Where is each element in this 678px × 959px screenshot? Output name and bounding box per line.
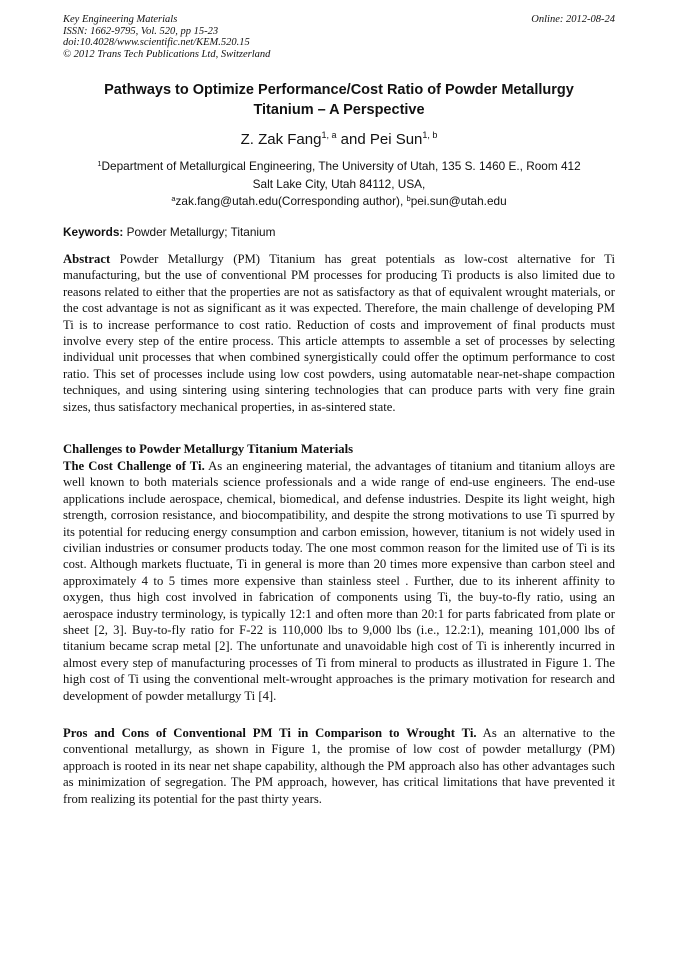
section-heading: Challenges to Powder Metallurgy Titanium Materials: [63, 442, 354, 456]
author-connector: and: [336, 131, 370, 148]
email-b: pei.sun@utah.edu: [410, 194, 507, 208]
pros-cons-label: Pros and Cons of Conventional PM Ti in Comparison to Wrought Ti.: [63, 726, 477, 740]
journal-name: Key Engineering Materials: [63, 14, 178, 25]
title-line-2: Titanium – A Perspective: [253, 102, 425, 118]
email-a: zak.fang@utah.edu(Corresponding author),: [175, 194, 407, 208]
keywords-label: Keywords:: [63, 225, 124, 239]
email-b-mark: b: [406, 194, 411, 203]
paper-title: [63, 80, 615, 120]
abstract-text: Powder Metallurgy (PM) Titanium has great potentials as low-cost alternative for Ti manufacturing, but the use of conventional PM processes for producing Ti products is also limited due to reasons related to either that the properties are not as satisfactory as that of equivalent wrought materials, or the cost advantage is not as significant as it was expected. Therefore, the main challenge of developing PM Ti is to increase performance to cost ratio. Reduction of costs and improvement of final products must involve every step of the entire process. This article attempts to assemble a set of processes by selecting individual unit processes that when combined synergistically could offer the optimum performance to cost ratio. This set of processes include using low cost powders, using automatable near-net-shape compaction techniques, and using sintering using sintering technologies that can produce parts with very fine grain sizes, thus satisfactory mechanical properties, in as-sintered state.: [63, 252, 615, 414]
title-line-1: Pathways to Optimize Performance/Cost Ratio of Powder Metallurgy: [104, 82, 574, 98]
affiliation-number: 1: [97, 159, 102, 168]
copyright-line: © 2012 Trans Tech Publications Ltd, Switzerland: [63, 48, 271, 60]
keywords-line: [63, 225, 615, 240]
abstract-paragraph: [63, 251, 615, 415]
affiliation-line-2: Salt Lake City, Utah 84112, USA,: [252, 176, 426, 191]
author-1-affil-mark: 1, a: [321, 130, 337, 140]
affiliation-block: [63, 158, 615, 211]
online-date: Online: 2012-08-24: [531, 14, 615, 25]
email-line: [63, 193, 615, 211]
cost-challenge-paragraph: [63, 458, 615, 704]
author-line: [63, 131, 615, 149]
affiliation-line-1: [63, 158, 615, 176]
author-2-affil-mark: 1, b: [422, 130, 438, 140]
author-2: Pei Sun: [369, 131, 423, 148]
author-1: Z. Zak Fang: [240, 131, 322, 148]
pros-cons-paragraph: [63, 725, 615, 807]
email-a-mark: a: [171, 194, 176, 203]
issn-line: ISSN: 1662-9795, Vol. 520, pp 15-23: [63, 25, 219, 37]
abstract-label: Abstract: [63, 252, 111, 266]
cost-challenge-label: The Cost Challenge of Ti.: [63, 459, 205, 473]
doi-line: doi:10.4028/www.scientific.net/KEM.520.15: [63, 37, 250, 48]
journal-header: [63, 14, 615, 60]
keywords-text: Powder Metallurgy; Titanium: [123, 225, 276, 239]
cost-challenge-text: As an engineering material, the advantages of titanium and titanium alloys are well known to both materials science professionals and a wide range of end-use engineers. The end-use applications include aerospace, chemical, biomedical, and defense industries. Despite its light weight, high strength, corrosion resistance, and biocompatibility, and despite the strong motivations to use Ti spurred by its potential for reducing energy consumption and carbon emission, however, titanium is not widely used in civilian industries or consumer products today. The one most common reason for the limited use of Ti is its cost. Although markets fluctuate, Ti in general is more than 20 times more expensive than carbon steel and approximately 4 to 5 times more expensive than stainless steel . Further, due to its inherent affinity to oxygen, thus high cost involved in fabrication of components using Ti, the buy-to-fly ratio, using an aerospace industry terminology, is typically 12:1 and often more than 20:1 for parts fabricated from plate or sheet [2, 3]. Buy-to-fly ratio for F-22 is 110,000 lbs to 9,000 lbs (i.e., 12.2:1), meaning 101,000 lbs of titanium became scrap metal [2]. The unfortunate and unavoidable high cost of Ti is inherently incurred in almost every step of manufacturing processes of Ti from mineral to products as illustrated in Figure 1. The high cost of Ti using the conventional melt-wrought approaches is the primary motivation for research and development of powder metallurgy Ti [4].: [63, 459, 615, 703]
pros-cons-text: As an alternative to the conventional metallurgy, as shown in Figure 1, the promise of low cost of powder metallurgy (PM) approach is rooted in its near net shape capability, although the PM approach also has other advantages such as minimization of segregation. The PM approach, however, has critical limitations that have prevented it from realizing its potential for the past thirty years.: [63, 726, 615, 806]
affiliation-text-1: Department of Metallurgical Engineering, The University of Utah, 135 S. 1460 E., Room 412: [101, 159, 581, 173]
